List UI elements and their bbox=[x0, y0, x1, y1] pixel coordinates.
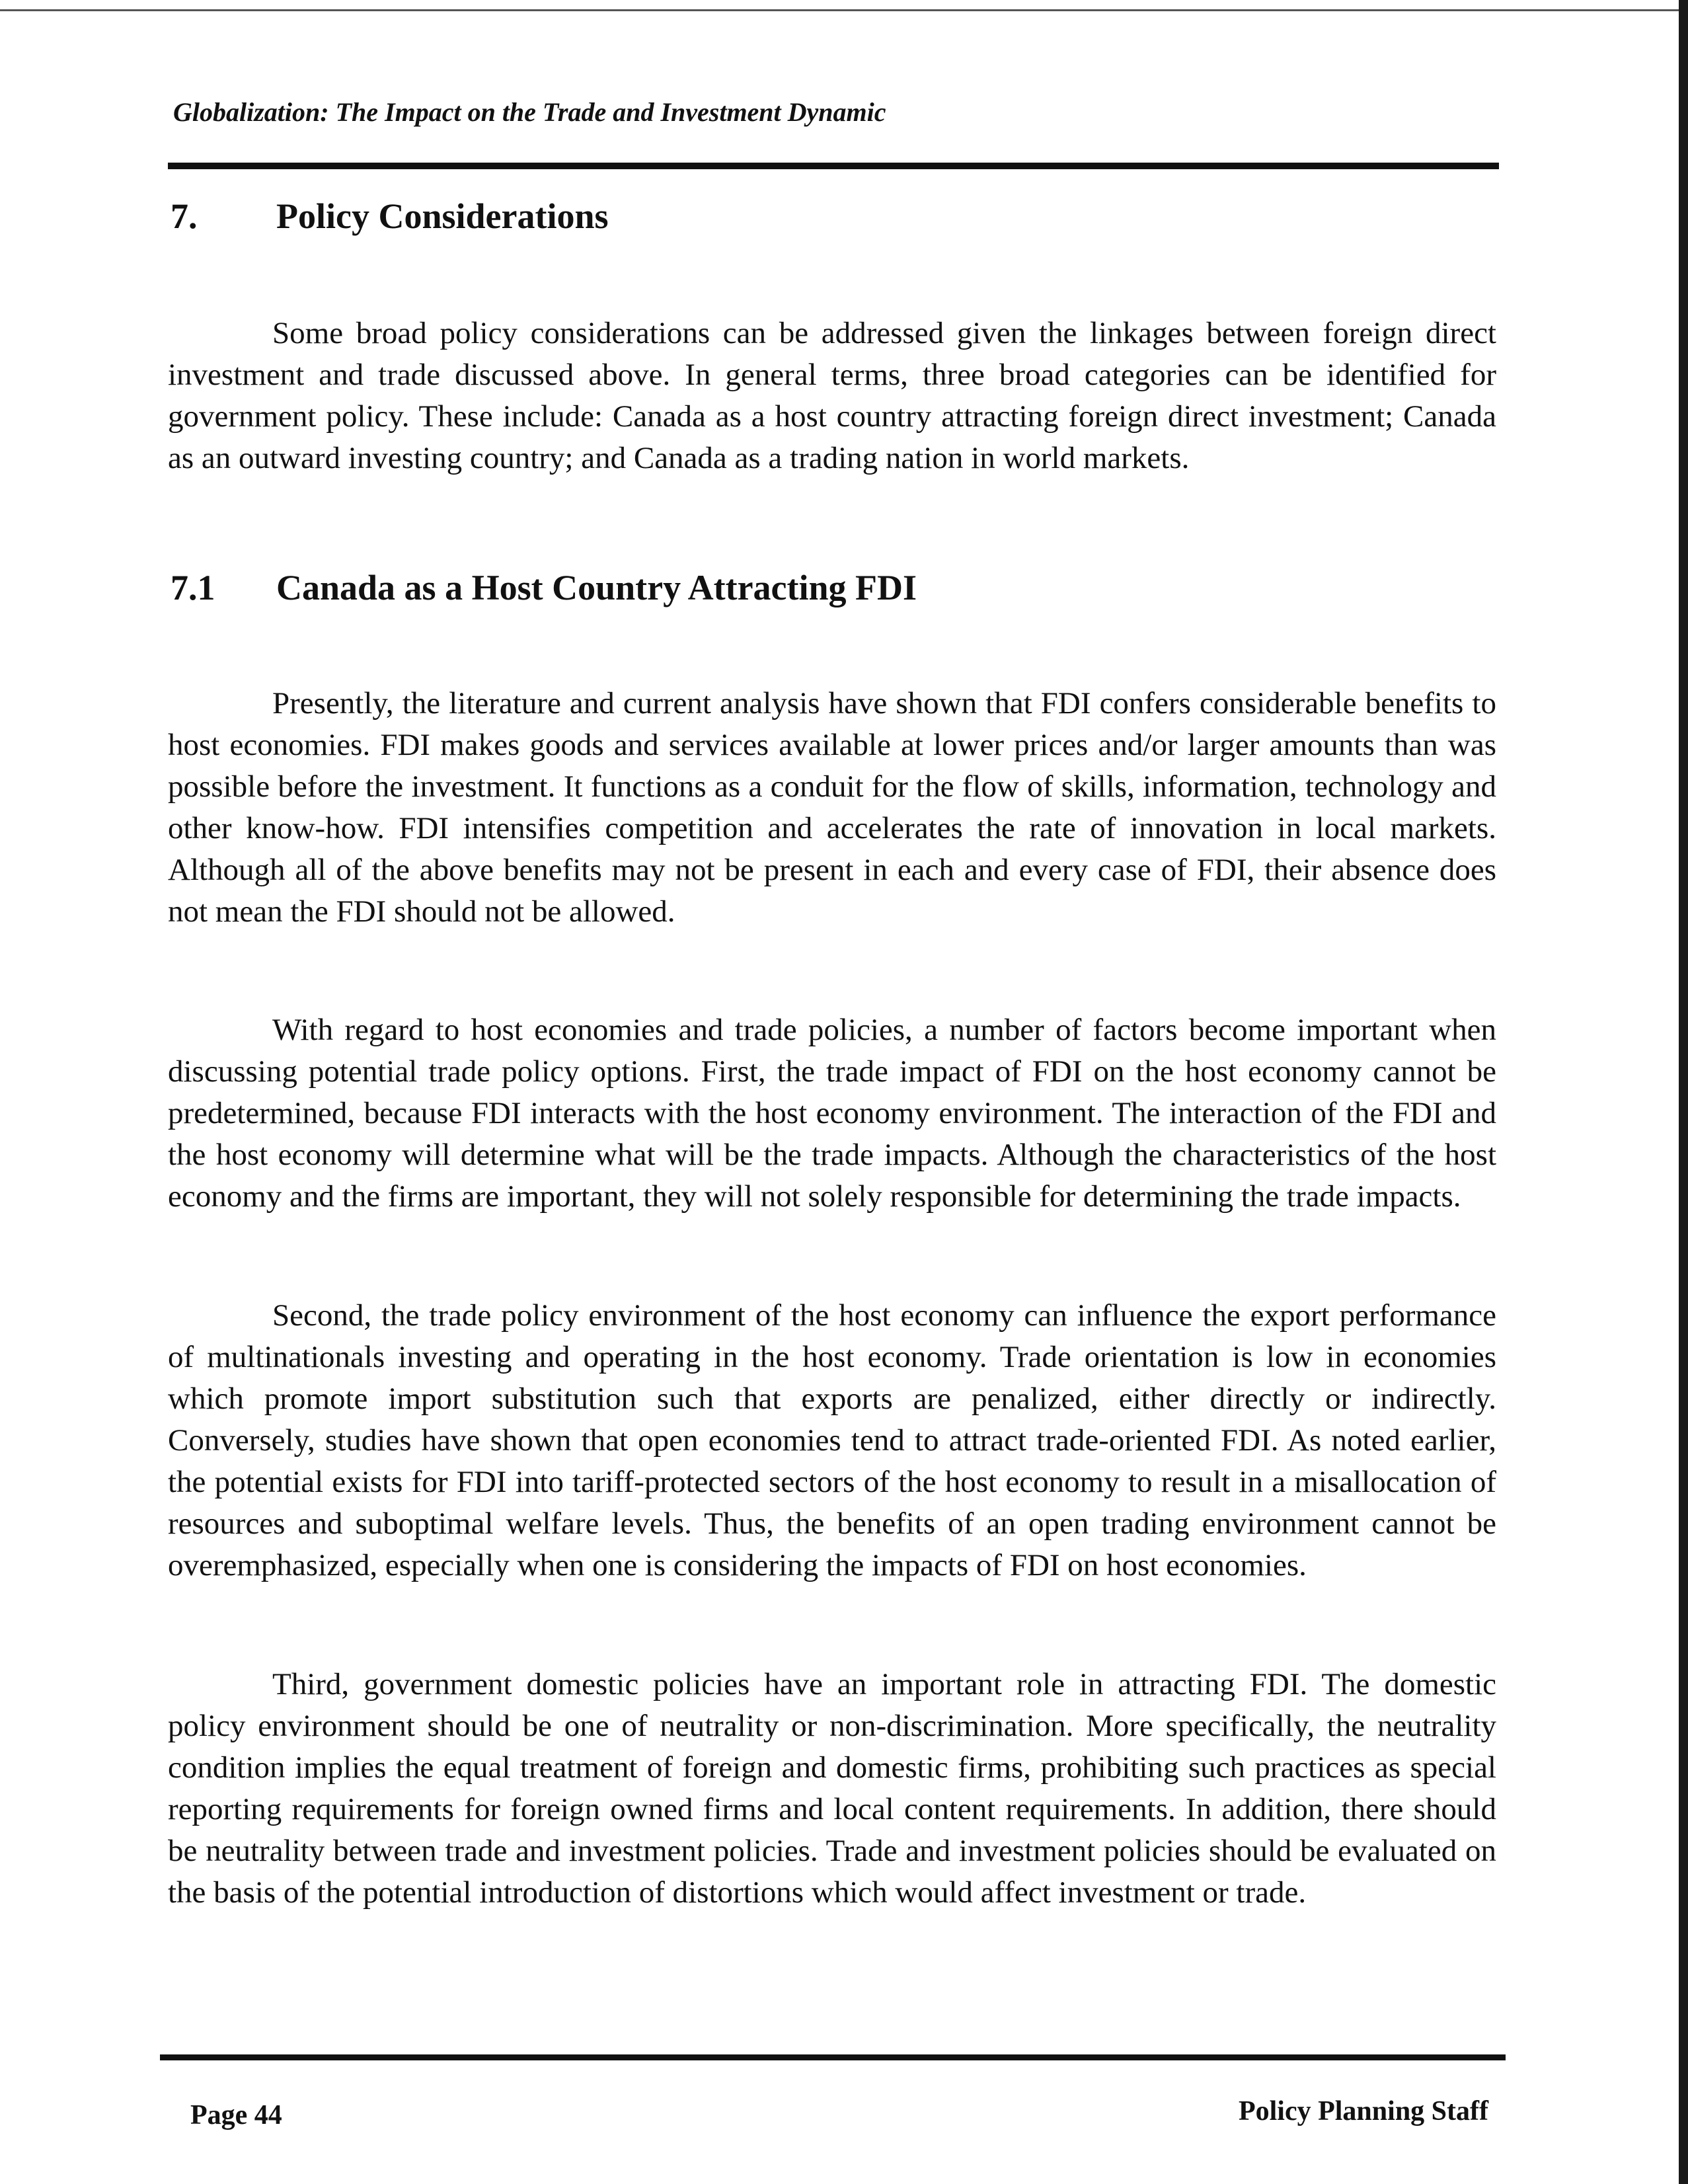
section-number: 7.1 bbox=[171, 568, 215, 607]
running-header-title: Globalization: The Impact on the Trade and Investment Dynamic bbox=[173, 97, 886, 127]
page-number: Page 44 bbox=[190, 2100, 282, 2130]
paragraph-policy-intro: Some broad policy considerations can be addressed given the linkages between foreign direct investment and trade discussed above. In general terms, three broad categories can be identified for government policy. These include: Canada as a host country attracting foreign direct investment; Canada as an outward investing country; and Canada as a trading nation in world markets. bbox=[168, 316, 1496, 475]
paragraph-second-factor: Second, the trade policy environment of the host economy can influence the export performance of multinationals investing and operating in the host economy. Trade orientation is low in economies which promote import substitution such that exports are penalized, either directly or indirectly. Conversely, studies have shown that open economies tend to attract trade-oriented FDI. As noted earlier, the potential exists for FDI into tariff-protected sectors of the host economy to result in a misallocation of resources and suboptimal welfare levels. Thus, the benefits of an open trading environment cannot be overemphasized, especially when one is considering the impacts of FDI on host economies. bbox=[168, 1298, 1496, 1582]
section-title: Policy Considerations bbox=[276, 196, 609, 236]
scan-right-edge-border bbox=[1679, 0, 1688, 2184]
section-heading-7-1 bbox=[171, 567, 917, 608]
header-rule bbox=[168, 163, 1499, 169]
paragraph-fdi-benefits: Presently, the literature and current analysis have shown that FDI confers considerable benefits to host economies. FDI makes goods and services available at lower prices and/or larger amounts than was possible before the investment. It functions as a conduit for the flow of skills, information, technology and other know-how. FDI intensifies competition and accelerates the rate of innovation in local markets. Although all of the above benefits may not be present in each and every case of FDI, their absence does not mean the FDI should not be allowed. bbox=[168, 686, 1496, 929]
section-title: Canada as a Host Country Attracting FDI bbox=[276, 568, 917, 607]
scan-top-edge-line bbox=[0, 9, 1688, 11]
paragraph-first-factor: With regard to host economies and trade policies, a number of factors become important when discussing potential trade policy options. First, the trade impact of FDI on the host economy cannot be predetermined, because FDI interacts with the host economy environment. The interaction of the FDI and the host economy will determine what will be the trade impacts. Although the characteristics of the host economy and the firms are important, they will not solely responsible for determining the trade impacts. bbox=[168, 1013, 1496, 1214]
section-heading-7 bbox=[171, 196, 609, 237]
footer-rule bbox=[160, 2054, 1506, 2060]
section-number: 7. bbox=[171, 196, 198, 236]
footer-organization: Policy Planning Staff bbox=[1238, 2096, 1488, 2126]
paragraph-third-factor: Third, government domestic policies have an important role in attracting FDI. The domestic policy environment should be one of neutrality or non-discrimination. More specifically, the neutrality condition implies the equal treatment of foreign and domestic firms, prohibiting such practices as special reporting requirements for foreign owned firms and local content requirements. In addition, there should be neutrality between trade and investment policies. Trade and investment policies should be evaluated on the basis of the potential introduction of distortions which would affect investment or trade. bbox=[168, 1667, 1496, 1910]
